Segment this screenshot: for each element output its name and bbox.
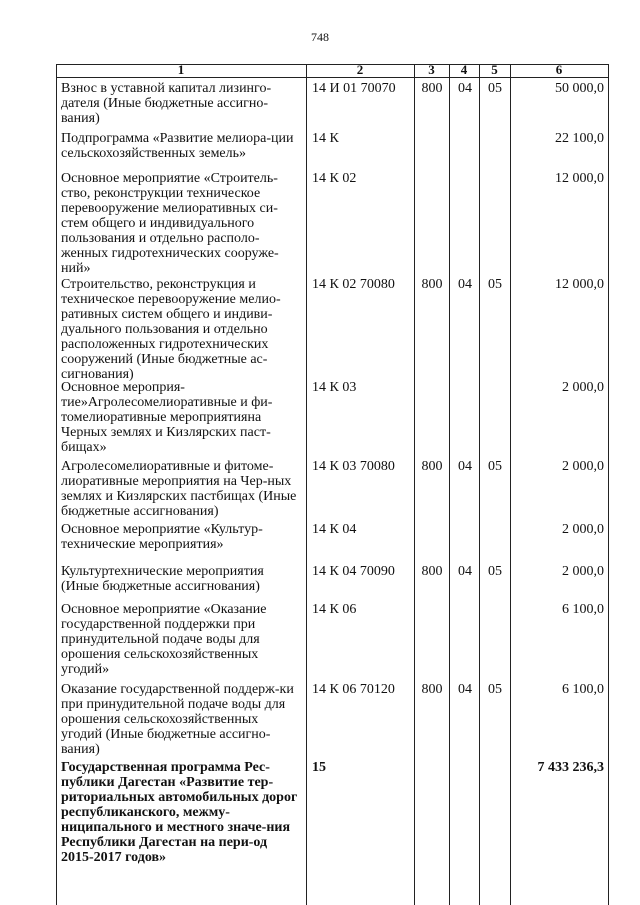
row-code: 14 К 03 <box>312 380 357 395</box>
column-header: 4 <box>460 62 468 77</box>
row-sum: 2 000,0 <box>562 380 604 395</box>
table-right-border <box>608 64 609 905</box>
row-vr: 800 <box>421 277 443 292</box>
header-bottom-border <box>56 77 608 78</box>
page-number: 748 <box>311 30 329 44</box>
row-code: 14 И 01 70070 <box>312 81 396 96</box>
column-header: 1 <box>177 62 185 77</box>
row-code: 14 К 02 70080 <box>312 277 395 292</box>
row-name: Государственная программа Рес-публики Дагестан «Развитие тер-риториальных автомобильных дорог республиканского, межму-ниципального и местного значе-ния Республики Дагестан на пери-од 2015-2017 годов» <box>61 760 298 865</box>
row-name: Агролесомелиоративные и фитоме-лиоративные мероприятия на Чер-ных землях и Кизлярских пастбищах (Иные бюджетные ассигнования) <box>61 459 297 519</box>
row-code: 14 К 04 <box>312 522 357 537</box>
row-code: 14 К <box>312 131 339 146</box>
row-name: Основное мероприятие «Культур-технические мероприятия» <box>61 522 263 552</box>
row-name: Подпрограмма «Развитие мелиора-ции сельскохозяйственных земель» <box>61 131 294 161</box>
row-sum: 12 000,0 <box>555 277 604 292</box>
row-code: 14 К 02 <box>312 171 357 186</box>
row-vr: 800 <box>421 81 443 96</box>
row-name: Основное мероприя-тие»Агролесомелиоративные и фи-томелиоративные мероприятияна Черных землях и Кизлярских паст-бищах» <box>61 380 273 455</box>
row-code: 14 К 04 70090 <box>312 564 395 579</box>
row-sum: 2 000,0 <box>562 459 604 474</box>
row-name: Взнос в уставной капитал лизинго-дателя (Иные бюджетные ассигно-вания) <box>61 81 272 126</box>
row-sum: 12 000,0 <box>555 171 604 186</box>
row-pr: 05 <box>488 459 502 474</box>
row-pr: 05 <box>488 81 502 96</box>
row-sum: 6 100,0 <box>562 602 604 617</box>
row-rz: 04 <box>458 564 472 579</box>
row-name: Основное мероприятие «Строитель-ство, реконструкции техническое перевооружение мелиоративных си-стем общего и индивидуального пользования и отдельно располо-женных гидротехнических сооруже-ний» <box>61 171 279 276</box>
row-pr: 05 <box>488 277 502 292</box>
row-sum: 6 100,0 <box>562 682 604 697</box>
row-vr: 800 <box>421 682 443 697</box>
column-divider <box>449 64 450 905</box>
column-divider <box>414 64 415 905</box>
column-header: 3 <box>428 62 435 77</box>
column-divider <box>510 64 511 905</box>
row-sum: 50 000,0 <box>555 81 604 96</box>
column-divider <box>479 64 480 905</box>
row-sum: 2 000,0 <box>562 564 604 579</box>
row-vr: 800 <box>421 564 443 579</box>
row-vr: 800 <box>421 459 443 474</box>
row-sum: 7 433 236,3 <box>537 760 604 775</box>
row-code: 14 К 06 70120 <box>312 682 395 697</box>
table-left-border <box>56 64 57 905</box>
column-header: 5 <box>491 62 498 77</box>
row-name: Культуртехнические мероприятия (Иные бюджетные ассигнования) <box>61 564 264 594</box>
column-divider <box>306 64 307 905</box>
column-header: 2 <box>356 62 364 77</box>
row-pr: 05 <box>488 682 502 697</box>
row-code: 15 <box>312 760 326 775</box>
row-pr: 05 <box>488 564 502 579</box>
row-rz: 04 <box>458 81 472 96</box>
row-name: Основное мероприятие «Оказание государственной поддержки при принудительной подаче воды для орошения сельскохозяйственных угодий» <box>61 602 267 677</box>
row-sum: 22 100,0 <box>555 131 604 146</box>
row-code: 14 К 03 70080 <box>312 459 395 474</box>
row-rz: 04 <box>458 459 472 474</box>
row-name: Строительство, реконструкция и техническое перевооружение мелио-ративных систем общего и индиви-дуального пользования и отдельно расположенных гидротехнических сооружений (Иные бюджетные ас-сигнования) <box>61 277 281 382</box>
column-header: 6 <box>555 62 563 77</box>
row-name: Оказание государственной поддерж-ки при принудительной подаче воды для орошения сельскохозяйственных угодий (Иные бюджетные ассигно-вания) <box>61 682 294 757</box>
row-sum: 2 000,0 <box>562 522 604 537</box>
row-rz: 04 <box>458 682 472 697</box>
row-code: 14 К 06 <box>312 602 357 617</box>
row-rz: 04 <box>458 277 472 292</box>
